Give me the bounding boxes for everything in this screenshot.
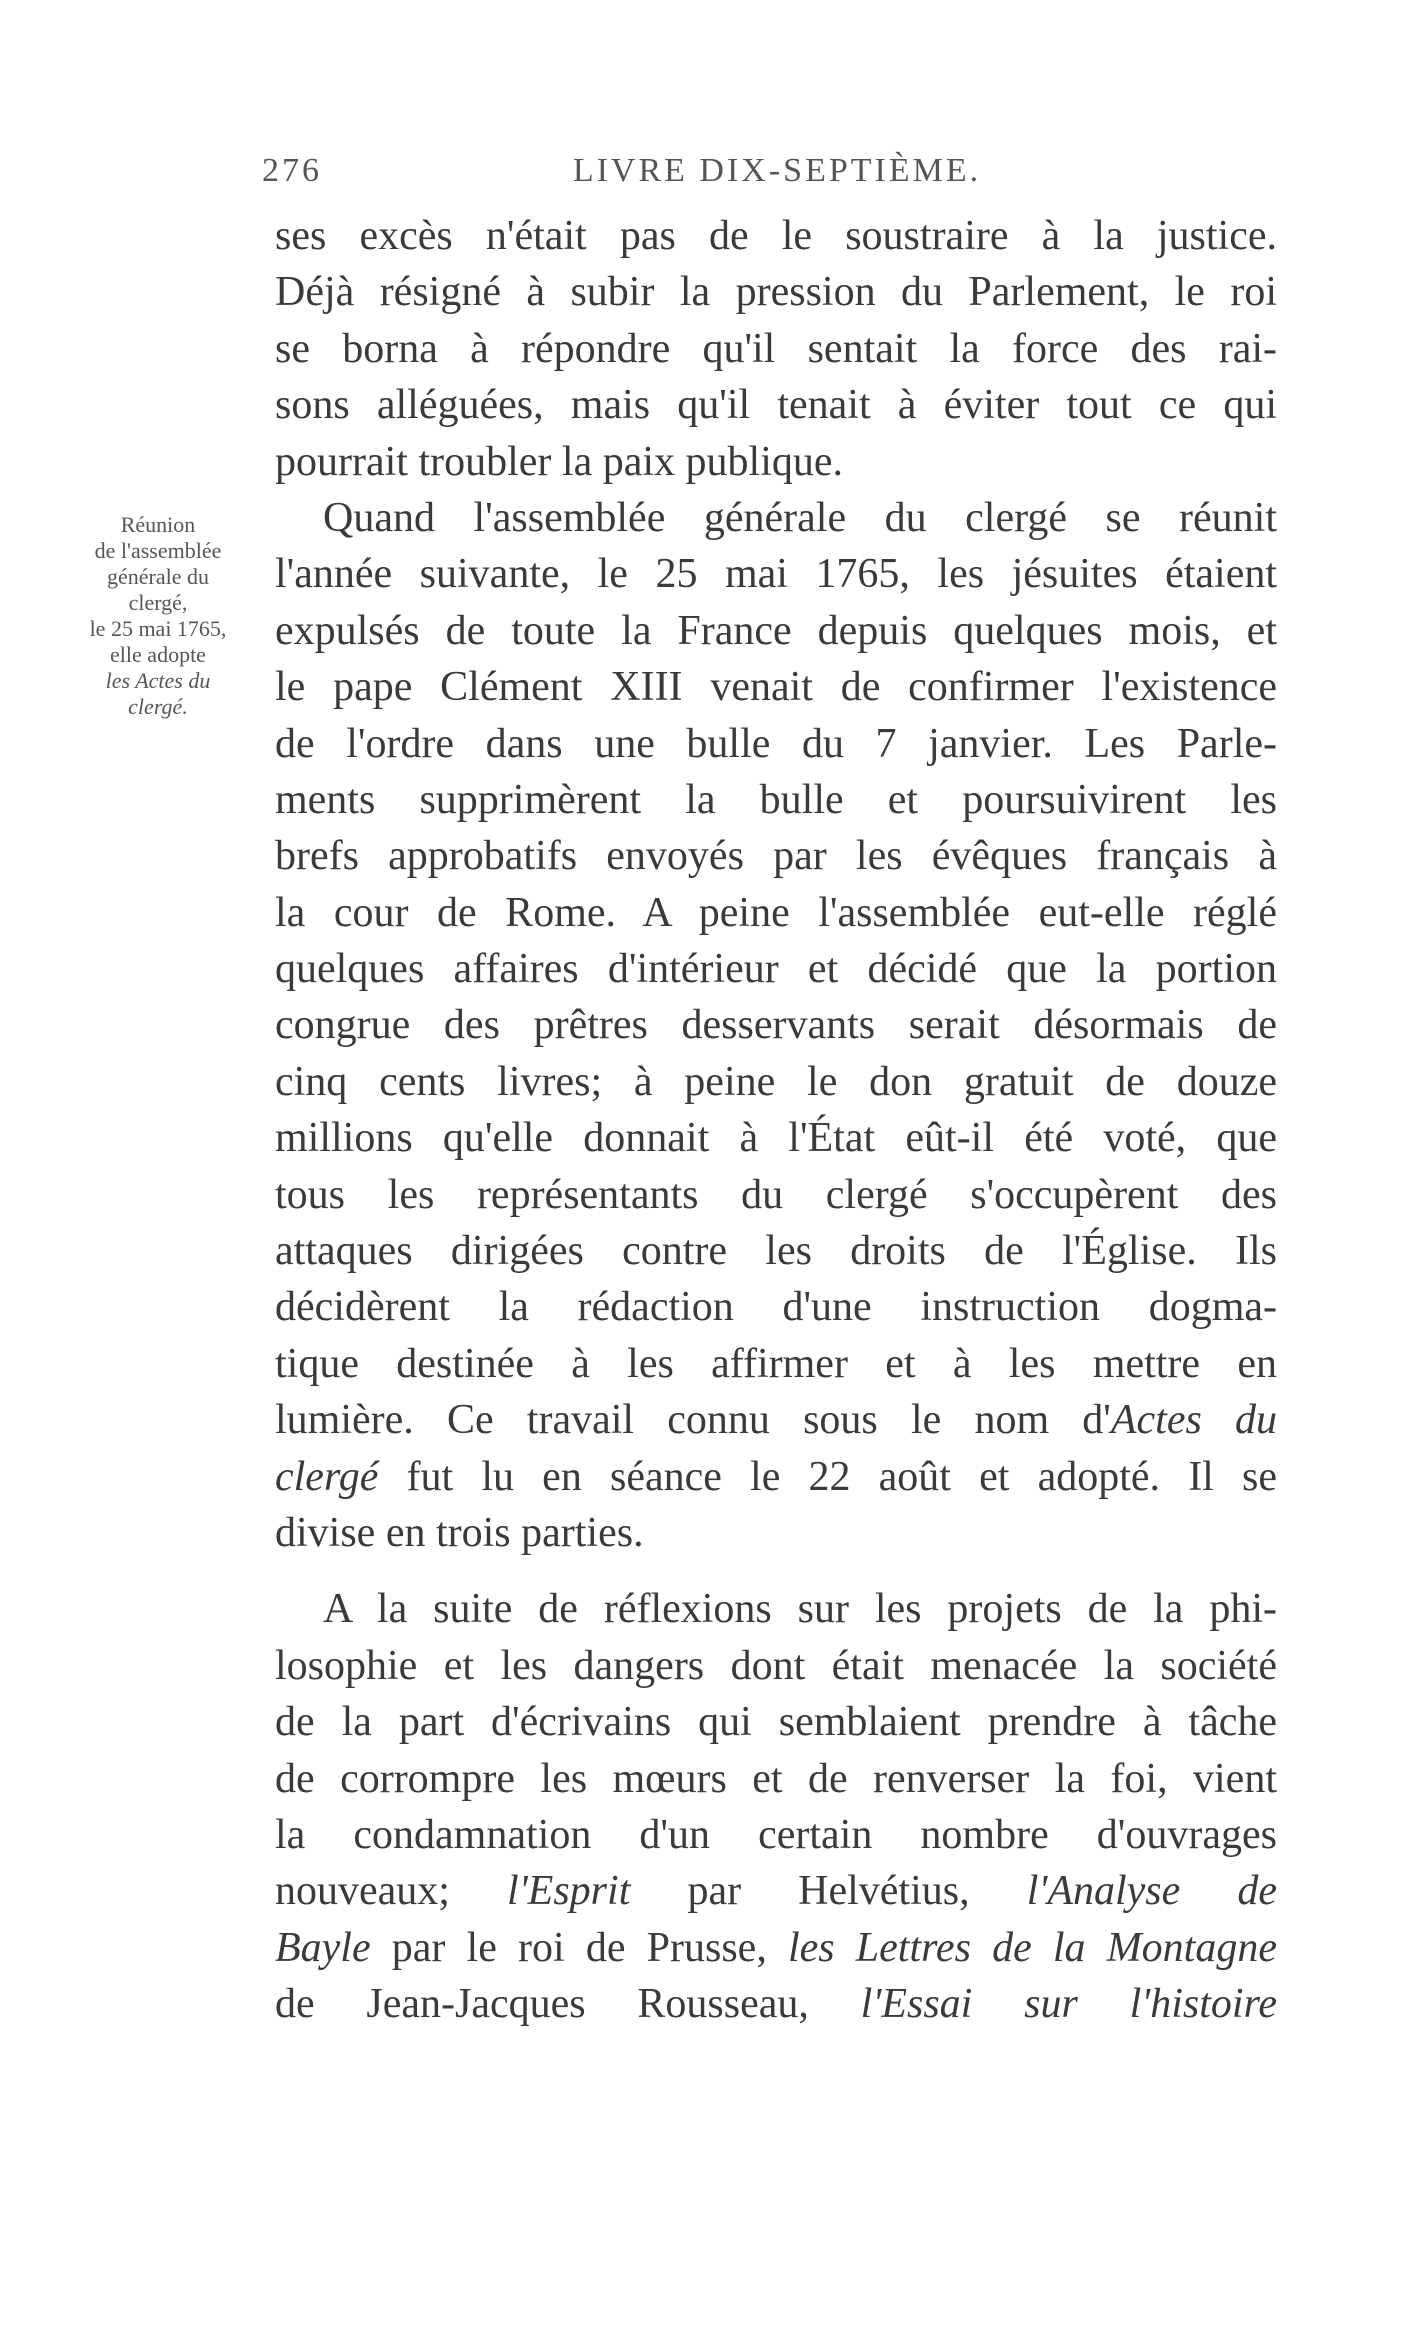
text-line: attaques dirigées contre les droits de l'Église. Ils <box>275 1228 1277 1275</box>
text-line: expulsés de toute la France depuis quelques mois, et <box>275 607 1277 654</box>
text-line: Déjà résigné à subir la pression du Parlement, le roi <box>275 269 1277 316</box>
text-line: millions qu'elle donnait à l'État eût-il été voté, que <box>275 1115 1277 1162</box>
book-title: Bayle <box>275 1924 371 1971</box>
text-line: divise en trois parties. <box>275 1509 644 1556</box>
text-line: tique destinée à les affirmer et à les mettre en <box>275 1340 1277 1387</box>
book-title: l'Esprit <box>507 1868 631 1915</box>
text-line: A la suite de réflexions sur les projets de la phi- <box>323 1586 1277 1633</box>
margin-note-line: clergé, <box>128 590 188 615</box>
text-line: brefs approbatifs envoyés par les évêques français à <box>275 833 1277 880</box>
running-title: LIVRE DIX-SEPTIÈME. <box>572 152 982 189</box>
page-number: 276 <box>262 152 322 189</box>
book-title: Actes du <box>1110 1397 1277 1444</box>
text-line <box>275 1863 1277 1919</box>
book-title: les Lettres de la Montagne <box>787 1924 1277 1971</box>
text-line: congrue des prêtres desservants serait désormais de <box>275 1002 1277 1049</box>
margin-note-line: le 25 mai 1765, <box>89 616 227 641</box>
text-line: quelques affaires d'intérieur et décidé que la portion <box>275 946 1277 993</box>
text-line: de l'ordre dans une bulle du 7 janvier. Les Parle- <box>275 720 1277 767</box>
book-title: l'Analyse de <box>1026 1868 1278 1915</box>
text-line: ses excès n'était pas de le soustraire à la justice. <box>275 213 1277 259</box>
text-line <box>275 1392 1277 1448</box>
text-line: de corrompre les mœurs et de renverser la foi, vient <box>275 1755 1277 1802</box>
text-line: la condamnation d'un certain nombre d'ouvrages <box>275 1811 1277 1858</box>
margin-note-line: Réunion <box>120 512 196 537</box>
margin-note-line: les Actes du <box>105 668 211 693</box>
text-line <box>275 1920 1277 1976</box>
margin-note-line: de l'assemblée <box>94 538 222 563</box>
margin-note-line: elle adopte <box>110 642 206 667</box>
text-run: de Jean-Jacques Rousseau, <box>275 1981 861 2028</box>
text-run: par Helvétius, <box>630 1868 1027 1915</box>
text-line: de la part d'écrivains qui semblaient prendre à tâche <box>275 1699 1277 1746</box>
page-header <box>262 152 1292 198</box>
text-line: Quand l'assemblée générale du clergé se réunit <box>323 494 1277 541</box>
margin-note-line: clergé. <box>128 694 188 719</box>
text-line: l'année suivante, le 25 mai 1765, les jésuites étaient <box>275 551 1277 598</box>
text-line: le pape Clément XIII venait de confirmer l'existence <box>275 664 1277 711</box>
text-run: par le roi de Prusse, <box>370 1924 788 1971</box>
text-line: décidèrent la rédaction d'une instruction dogma- <box>275 1284 1277 1331</box>
text-line: pourrait troubler la paix publique. <box>275 438 844 485</box>
text-line: losophie et les dangers dont était menacée la société <box>275 1642 1277 1689</box>
text-line: sons alléguées, mais qu'il tenait à éviter tout ce qui <box>275 382 1277 429</box>
text-run: nouveaux; <box>275 1868 508 1915</box>
margin-note-line: générale du <box>107 564 209 589</box>
text-line: la cour de Rome. A peine l'assemblée eut-elle réglé <box>275 889 1277 936</box>
text-run: lumière. Ce travail connu sous le nom d' <box>275 1397 1111 1444</box>
text-run: fut lu en séance le 22 août et adopté. Il se <box>378 1453 1277 1500</box>
text-line: cinq cents livres; à peine le don gratuit de douze <box>275 1058 1277 1105</box>
text-line <box>275 1976 1277 2032</box>
book-title: clergé <box>275 1453 379 1500</box>
text-line: tous les représentants du clergé s'occupèrent des <box>275 1171 1277 1218</box>
text-line: se borna à répondre qu'il sentait la force des rai- <box>275 325 1277 372</box>
margin-note <box>58 512 258 720</box>
body-text <box>275 208 1277 2033</box>
book-title: l'Essai sur l'histoire <box>860 1981 1277 2028</box>
text-line <box>275 1449 1277 1505</box>
text-line: ments supprimèrent la bulle et poursuivirent les <box>275 776 1277 823</box>
